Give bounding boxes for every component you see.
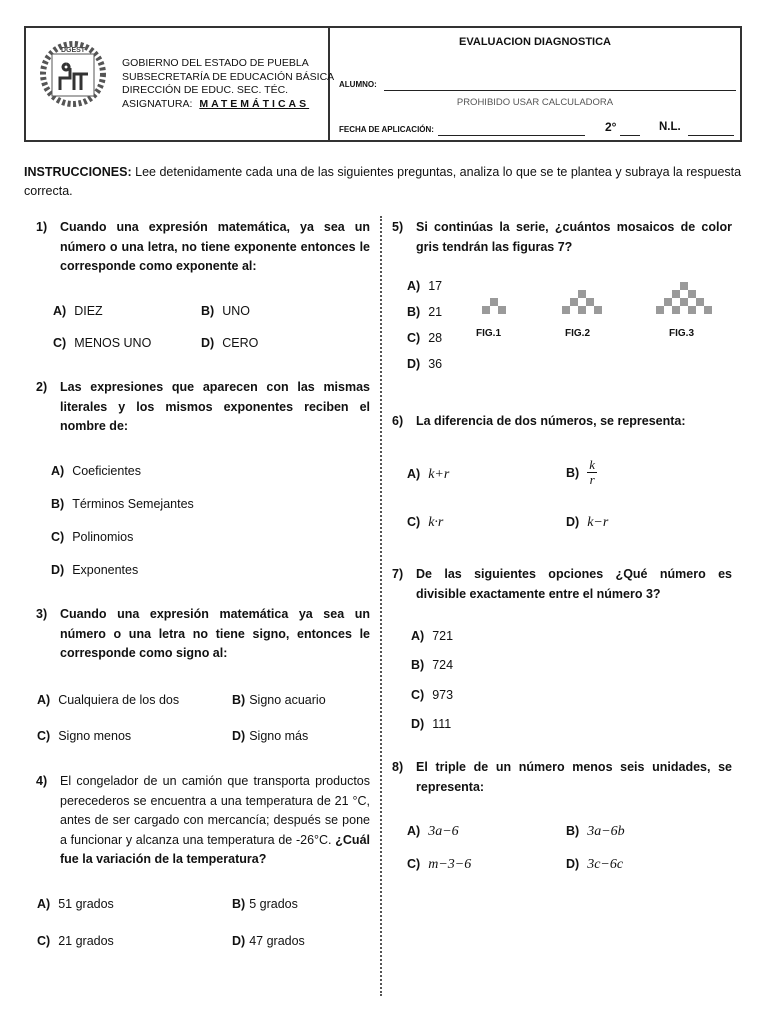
gray-tile	[664, 298, 672, 306]
figure-1	[482, 298, 506, 314]
q4-option-a[interactable]: A) 51 grados	[37, 897, 114, 911]
header-line-2: SUBSECRETARÍA DE EDUCACIÓN BÁSICA	[122, 70, 335, 83]
instructions-text: Lee detenidamente cada una de las siguientes preguntas, analiza lo que se te plantea y subraya la respuesta correcta.	[24, 165, 742, 198]
column-separator	[380, 216, 382, 996]
mosaic-figures	[470, 262, 730, 322]
gray-tile	[594, 306, 602, 314]
q4-option-b[interactable]: B) 5 grados	[232, 897, 298, 911]
question-5	[392, 218, 732, 260]
q7-option-b[interactable]: B) 724	[411, 658, 454, 672]
question-number: 7)	[392, 567, 404, 581]
gray-tile	[672, 290, 680, 298]
q8-option-b[interactable]: B) 3a−6b	[566, 824, 625, 839]
q2-option-c[interactable]: C) Polinomios	[51, 530, 134, 544]
q3-option-c[interactable]: C) Signo menos	[37, 729, 132, 743]
question-text: De las siguientes opciones ¿Qué número es divisible exactamente entre el número 3?	[416, 567, 732, 601]
grade: 2°	[605, 120, 617, 134]
white-tile	[578, 298, 586, 306]
header-line-1: GOBIERNO DEL ESTADO DE PUEBLA	[122, 57, 309, 69]
gray-tile	[688, 306, 696, 314]
question-text: Si continúas la serie, ¿cuántos mosaicos de color gris tendrán las figuras 7?	[416, 220, 732, 254]
question-number: 4)	[36, 774, 48, 788]
q3-option-a[interactable]: A) Cualquiera de los dos	[37, 693, 180, 707]
question-6	[392, 412, 732, 434]
question-number: 2)	[36, 380, 48, 394]
figure-1-label: FIG.1	[476, 328, 502, 339]
gray-tile	[562, 306, 570, 314]
q6-option-b[interactable]: B) $\frac{k}{r}$	[566, 457, 595, 487]
gray-tile	[680, 298, 688, 306]
gray-tile	[586, 298, 594, 306]
q5-option-c[interactable]: C) 28	[407, 331, 443, 345]
date-label: FECHA DE APLICACIÓN:	[339, 125, 434, 134]
white-tile	[570, 306, 578, 314]
q2-option-b[interactable]: B) Términos Semejantes	[51, 497, 194, 511]
q1-option-d[interactable]: D) CERO	[201, 336, 259, 350]
header-lines	[122, 57, 334, 111]
q1-option-b[interactable]: B) UNO	[201, 304, 250, 318]
gray-tile	[482, 306, 490, 314]
figure-3-label: FIG.3	[669, 328, 695, 339]
q2-option-d[interactable]: D) Exponentes	[51, 563, 139, 577]
q5-option-a[interactable]: A) 17	[407, 279, 443, 293]
subject-label: ASIGNATURA:	[122, 97, 193, 110]
q6-option-c[interactable]: C) k·r	[407, 515, 444, 530]
q7-option-a[interactable]: A) 721	[411, 629, 454, 643]
question-text: El triple de un número menos seis unidades, se representa:	[416, 760, 732, 794]
instructions	[24, 163, 744, 201]
question-number: 6)	[392, 414, 404, 428]
figure-3	[656, 282, 712, 314]
gray-tile	[570, 298, 578, 306]
figure-2	[562, 290, 602, 314]
gray-tile	[680, 282, 688, 290]
white-tile	[688, 298, 696, 306]
white-tile	[490, 306, 498, 314]
q8-option-a[interactable]: A) 3a−6	[407, 824, 459, 839]
question-1	[36, 218, 370, 278]
question-text: Las expresiones que aparecen con las mismas literales y los mismos exponentes reciben el nombre de:	[60, 380, 370, 433]
q5-option-b[interactable]: B) 21	[407, 305, 443, 319]
header-line-3: DIRECCIÓN DE EDUC. SEC. TÉC.	[122, 84, 289, 96]
exam-title: EVALUACION DIAGNOSTICA	[459, 36, 611, 48]
question-number: 1)	[36, 220, 48, 234]
gray-tile	[672, 306, 680, 314]
question-8	[392, 758, 732, 798]
q1-option-a[interactable]: A) DIEZ	[53, 304, 103, 318]
gray-tile	[688, 290, 696, 298]
q3-option-b[interactable]: B) Signo acuario	[232, 693, 326, 707]
student-name-line[interactable]	[384, 90, 736, 91]
no-calculator-note: PROHIBIDO USAR CALCULADORA	[456, 97, 614, 108]
white-tile	[672, 298, 680, 306]
dgest-logo	[30, 34, 116, 114]
question-4	[36, 772, 370, 887]
subject-name: MATEMÁTICAS	[199, 97, 310, 110]
group-line[interactable]	[620, 135, 640, 136]
gray-tile	[704, 306, 712, 314]
question-2	[36, 378, 370, 438]
logo-lettering: DGEST	[60, 47, 86, 54]
question-text: Cuando una expresión matemática ya sea un número o una letra no tiene signo, entonces le corresponde como signo al:	[60, 607, 370, 660]
q6-option-a[interactable]: A) k+r	[407, 467, 450, 482]
white-tile	[680, 290, 688, 298]
gray-tile	[578, 290, 586, 298]
white-tile	[664, 306, 672, 314]
gray-tile	[490, 298, 498, 306]
q8-option-c[interactable]: C) m−3−6	[407, 857, 472, 872]
gray-tile	[498, 306, 506, 314]
gray-tile	[578, 306, 586, 314]
question-7	[392, 565, 732, 605]
question-number: 3)	[36, 607, 48, 621]
q8-option-d[interactable]: D) 3c−6c	[566, 857, 624, 872]
nl-label: N.L.	[659, 121, 681, 133]
white-tile	[586, 306, 594, 314]
q6-option-d[interactable]: D) k−r	[566, 515, 609, 530]
q4-option-c[interactable]: C) 21 grados	[37, 934, 114, 948]
q7-option-d[interactable]: D) 111	[411, 717, 452, 731]
question-number: 8)	[392, 760, 404, 774]
q7-option-c[interactable]: C) 973	[411, 688, 454, 702]
figure-2-label: FIG.2	[565, 328, 591, 339]
question-text: Cuando una expresión matemática, ya sea un número o una letra, no tiene exponente entonces le corresponde como exponente al:	[60, 220, 370, 273]
white-tile	[696, 306, 704, 314]
question-number: 5)	[392, 220, 404, 234]
subject-row	[122, 98, 334, 112]
date-line[interactable]	[438, 135, 585, 136]
gray-tile	[656, 306, 664, 314]
question-3	[36, 605, 370, 665]
q5-option-d[interactable]: D) 36	[407, 357, 443, 371]
white-tile	[680, 306, 688, 314]
q1-option-c[interactable]: C) MENOS UNO	[53, 336, 152, 350]
q2-option-a[interactable]: A) Coeficientes	[51, 464, 141, 478]
gray-tile	[696, 298, 704, 306]
q3-option-d[interactable]: D) Signo más	[232, 729, 309, 743]
question-text: El congelador de un camión que transporta productos perecederos se encuentra a una temperatura de 21 °C, antes de ser cargado con mercancía; después se pone a funcionar y alcanza una temperatura de -26°C. ¿Cuál fue la variación de la temperatura?	[60, 774, 370, 866]
student-label: ALUMNO:	[339, 80, 377, 89]
question-text: La diferencia de dos números, se representa:	[416, 414, 686, 428]
nl-line[interactable]	[688, 135, 734, 136]
instructions-label: INSTRUCCIONES:	[24, 165, 132, 179]
q4-option-d[interactable]: D) 47 grados	[232, 934, 305, 948]
